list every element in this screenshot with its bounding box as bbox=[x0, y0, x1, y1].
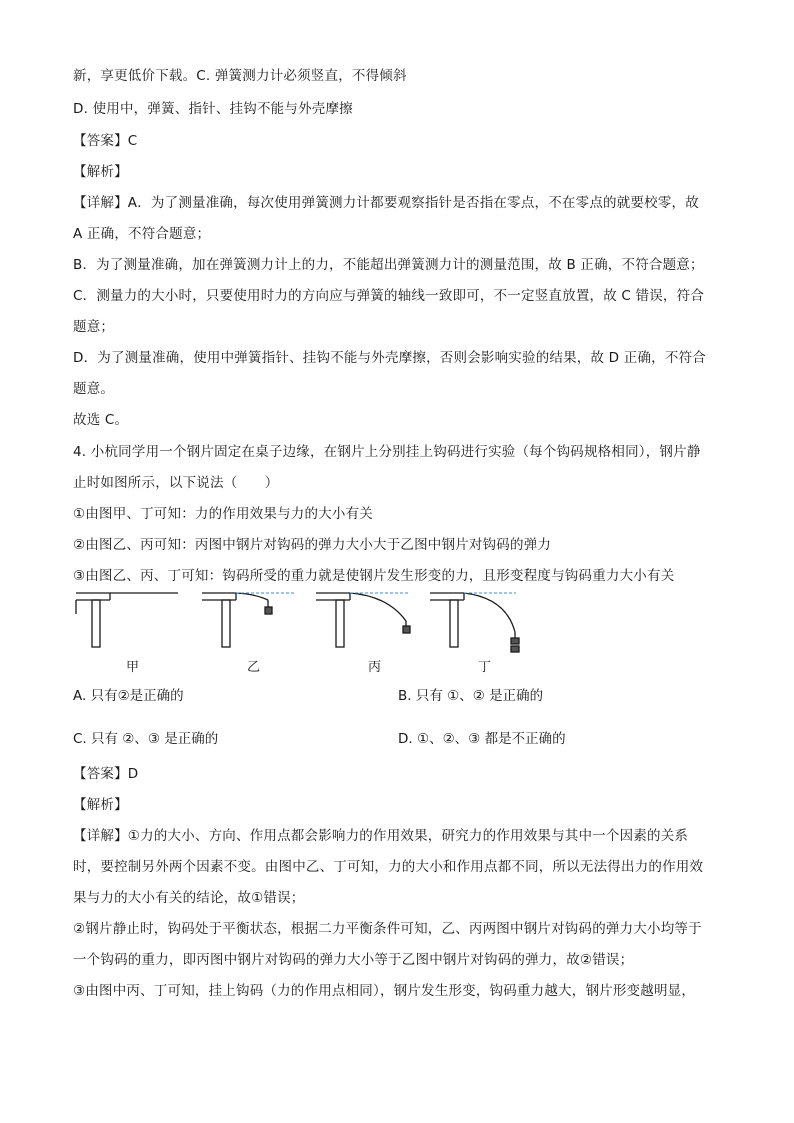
answer-label-1: 【答案】C bbox=[73, 133, 138, 149]
line-1: 新，享更低价下载。C. 弹簧测力计必须竖直，不得倾斜 bbox=[73, 68, 407, 84]
option-d: D. ①、②、③ 都是不正确的 bbox=[398, 731, 566, 747]
figure-yi bbox=[202, 593, 272, 647]
line-6: A 正确，不符合题意； bbox=[73, 226, 211, 242]
line-2: D. 使用中，弹簧、指针、挂钩不能与外壳摩擦 bbox=[73, 101, 353, 117]
figure-label-ding: 丁 bbox=[478, 660, 492, 675]
statement-1: ①由图甲、丁可知：力的作用效果与力的大小有关 bbox=[73, 506, 374, 522]
line-23: ②钢片静止时，钩码处于平衡状态，根据二力平衡条件可知，乙、丙两图中钢片对钩码的弹力大小均等于 bbox=[73, 921, 702, 937]
line-5: 【详解】A．为了测量准确，每次使用弹簧测力计都要观察指针是否指在零点，不在零点的就要校零，故 bbox=[73, 195, 699, 211]
question-4-stem: 4. 小杭同学用一个钢片固定在桌子边缘，在钢片上分别挂上钩码进行实验（每个钩码规格相同），钢片静 bbox=[73, 444, 701, 460]
line-25: ③由图中丙、丁可知，挂上钩码（力的作用点相同），钢片发生形变，钩码重力越大，钢片形变越明显， bbox=[73, 983, 696, 999]
figure-bing bbox=[316, 593, 410, 647]
figure-label-jia: 甲 bbox=[126, 660, 140, 675]
statement-2: ②由图乙、丙可知：丙图中钢片对钩码的弹力大小大于乙图中钢片对钩码的弹力 bbox=[73, 537, 552, 553]
line-20: 【详解】①力的大小、方向、作用点都会影响力的作用效果，研究力的作用效果与其中一个因素的关系 bbox=[73, 828, 689, 844]
line-22: 果与力的大小有关的结论，故①错误； bbox=[73, 890, 305, 906]
analysis-label-2: 【解析】 bbox=[73, 797, 128, 813]
line-9: 题意； bbox=[73, 319, 115, 335]
line-11: 题意。 bbox=[73, 381, 115, 397]
line-8: C．测量力的大小时，只要使用时力的方向应与弹簧的轴线一致即可，不一定竖直放置，故 C 错误，符合 bbox=[73, 288, 705, 304]
figure-label-yi: 乙 bbox=[247, 660, 261, 675]
option-a: A. 只有②是正确的 bbox=[73, 688, 184, 704]
line-10: D．为了测量准确，使用中弹簧指针、挂钩不能与外壳摩擦，否则会影响实验的结果，故 D 正确，不符合 bbox=[73, 350, 706, 366]
answer-label-2: 【答案】D bbox=[73, 766, 139, 782]
line-7: B．为了测量准确，加在弹簧测力计上的力，不能超出弹簧测力计的测量范围，故 B 正确，不符合题意； bbox=[73, 257, 704, 273]
line-24: 一个钩码的重力，即丙图中钢片对钩码的弹力大小等于乙图中钢片对钩码的弹力，故②错误； bbox=[73, 952, 634, 968]
question-4-stem-cont: 止时如图所示，以下说法（ ） bbox=[73, 475, 279, 491]
figure-ding bbox=[430, 593, 519, 652]
analysis-label-1: 【解析】 bbox=[73, 164, 128, 180]
option-c: C. 只有 ②、③ 是正确的 bbox=[73, 731, 219, 747]
line-21: 时，要控制另外两个因素不变。由图中乙、丁可知，力的大小和作用点都不同，所以无法得出力的作用效 bbox=[73, 859, 704, 875]
line-12: 故选 C。 bbox=[73, 412, 129, 428]
figure-label-bing: 丙 bbox=[368, 660, 382, 675]
statement-3: ③由图乙、丙、丁可知：钩码所受的重力就是使钢片发生形变的力，且形变程度与钩码重力大小有关 bbox=[73, 568, 675, 584]
figure-jia bbox=[76, 593, 178, 647]
option-b: B. 只有 ①、② 是正确的 bbox=[398, 688, 544, 704]
